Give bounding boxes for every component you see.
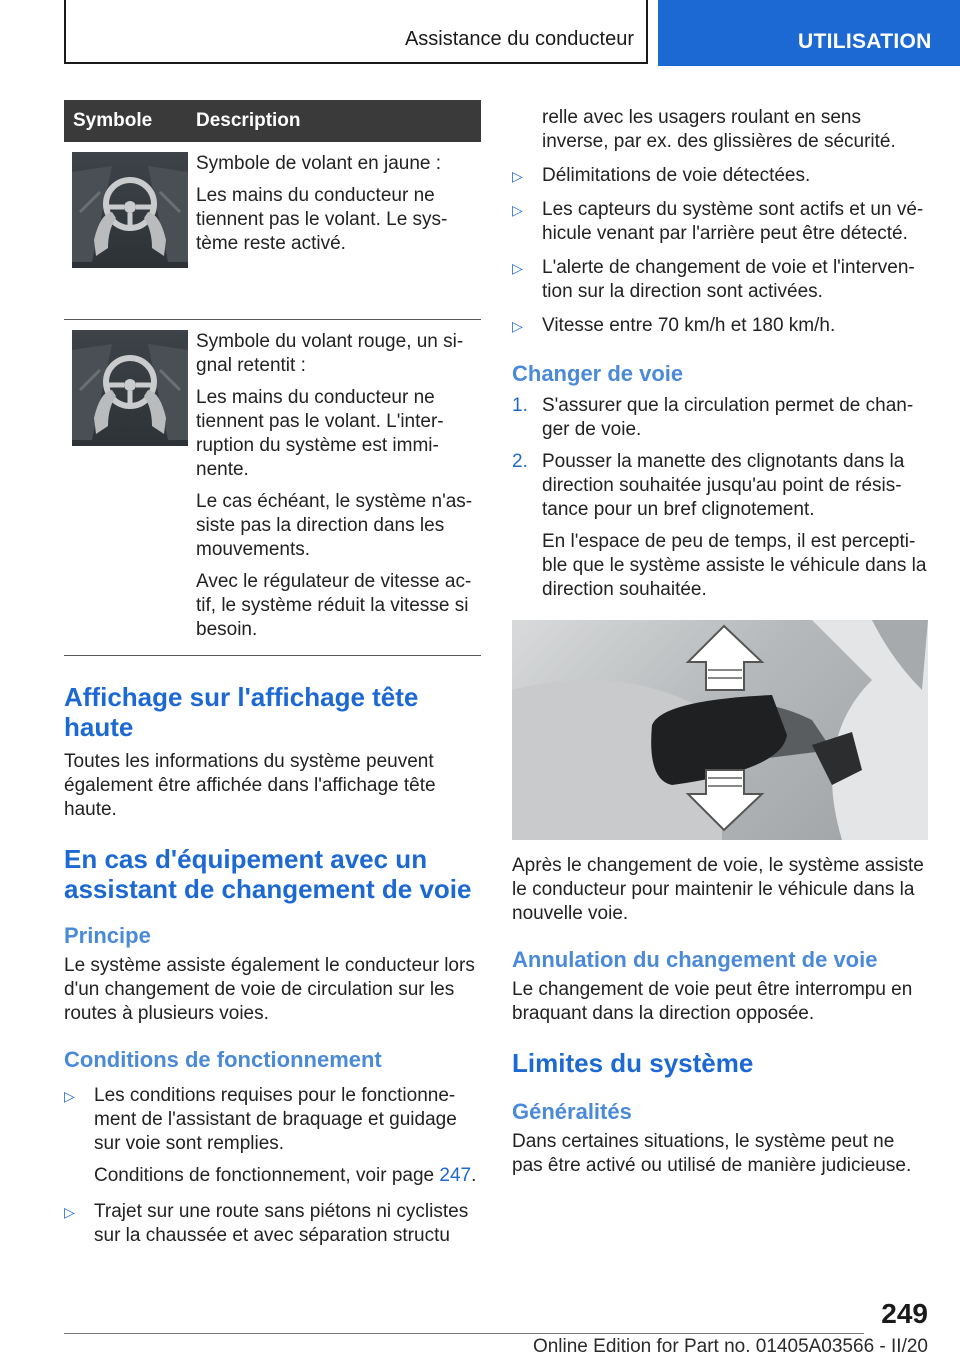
list-item: ▷ Les conditions requises pour le fonctionnement de l'assistant de braquage et guidage sur voie sont remplies. Conditions de fonctionnement, voir page 247.: [64, 1084, 481, 1188]
paragraph-generalites: Dans certaines situations, le système peut ne pas être activé ou utilisé de manière judicieuse.: [512, 1131, 912, 1176]
heading-generalites: Généralités: [512, 1099, 632, 1124]
row1-line2: Les mains du conducteur ne tiennent pas le volant. Le système reste activé.: [196, 185, 448, 254]
numbered-step: 1. S'assurer que la circulation permet de changer de voie.: [512, 395, 914, 440]
triangle-bullet-icon: ▷: [512, 202, 523, 218]
turn-signal-lever-photo: [512, 620, 928, 840]
table-header: [64, 100, 481, 142]
table-row: [64, 142, 481, 320]
triangle-bullet-icon: ▷: [512, 260, 523, 276]
row2-line3: Le cas échéant, le système n'assiste pas la direction dans les mouvements.: [196, 491, 473, 560]
triangle-bullet-icon: ▷: [64, 1204, 75, 1220]
table-row: [64, 320, 481, 656]
heading-limites: Limites du système: [512, 1048, 754, 1078]
row2-line2: Les mains du conducteur ne tiennent pas le volant. L'interruption du système est imminente.: [196, 387, 444, 480]
paragraph-hud: Toutes les informations du système peuvent également être affichée dans l'affichage tête haute.: [64, 751, 436, 820]
paragraph-annulation: Le changement de voie peut être interrompu en braquant dans la direction opposée.: [512, 979, 913, 1024]
footer-divider: [64, 1333, 864, 1334]
heading-principe: Principe: [64, 923, 151, 948]
triangle-bullet-icon: ▷: [512, 318, 523, 334]
heading-lane-change-assistant: En cas d'équipement avec un assistant de changement de voie: [64, 844, 472, 904]
header-section-box: [64, 0, 648, 64]
steering-wheel-red-icon: [72, 330, 188, 446]
paragraph-principe: Le système assiste également le conducteur lors d'un changement de voie de circulation sur les routes à plusieurs voies.: [64, 955, 475, 1024]
right-column: [512, 100, 928, 1178]
left-column: [64, 100, 481, 1248]
step-number: 2.: [512, 451, 528, 472]
footer-edition: Online Edition for Part no. 01405A03566 - II/20: [532, 1336, 928, 1357]
list-item: ▷ Vitesse entre 70 km/h et 180 km/h.: [512, 315, 836, 336]
triangle-bullet-icon: ▷: [512, 168, 523, 184]
heading-conditions: Conditions de fonctionnement: [64, 1047, 382, 1072]
step-number: 1.: [512, 395, 528, 416]
row1-line1: Symbole de volant en jaune :: [196, 153, 442, 174]
heading-changer-de-voie: Changer de voie: [512, 361, 684, 386]
numbered-step: 2. Pousser la manette des clignotants dans la direction souhaitée jusqu'au point de résistance pour un bref clignotement. En l'espace de peu de temps, il est perceptible que le système assiste le véhicule dans la direction souhaitée.: [512, 451, 927, 600]
header-chapter-title: UTILISATION: [798, 30, 932, 53]
triangle-bullet-icon: ▷: [64, 1088, 75, 1104]
list-item: ▷ Délimitations de voie détectées.: [512, 165, 811, 186]
cross-reference: Conditions de fonctionnement, voir page 247.: [94, 1165, 477, 1186]
heading-hud: Affichage sur l'affichage tête haute: [64, 682, 419, 742]
list-item: ▷ L'alerte de changement de voie et l'intervention sur la direction sont activées.: [512, 257, 915, 302]
paragraph-after-change: Après le changement de voie, le système assiste le conducteur pour maintenir le véhicule dans la nouvelle voie.: [512, 855, 924, 924]
table-header-symbol: Symbole: [73, 110, 153, 131]
row2-line1: Symbole du volant rouge, un signal retentit :: [196, 331, 464, 376]
header-section-title: Assistance du conducteur: [404, 28, 634, 50]
list-item: ▷ Trajet sur une route sans piétons ni cyclistes sur la chaussée et avec séparation structu: [64, 1201, 469, 1246]
page-link-247[interactable]: 247: [439, 1165, 472, 1186]
steering-wheel-yellow-icon: [72, 152, 188, 268]
header-chapter-tab: [658, 0, 960, 66]
heading-annulation: Annulation du changement de voie: [512, 947, 878, 972]
list-item: ▷ Les capteurs du système sont actifs et un véhicule venant par l'arrière peut être détecté.: [512, 199, 924, 244]
list-item-continued: relle avec les usagers roulant en sens inverse, par ex. des glissières de sécurité.: [542, 107, 896, 152]
page-number: 249: [881, 1298, 928, 1329]
step-note: En l'espace de peu de temps, il est perceptible que le système assiste le véhicule dans la direction souhaitée.: [542, 531, 927, 600]
row2-line4: Avec le régulateur de vitesse actif, le système réduit la vitesse si besoin.: [196, 571, 472, 640]
table-header-description: Description: [196, 110, 301, 131]
